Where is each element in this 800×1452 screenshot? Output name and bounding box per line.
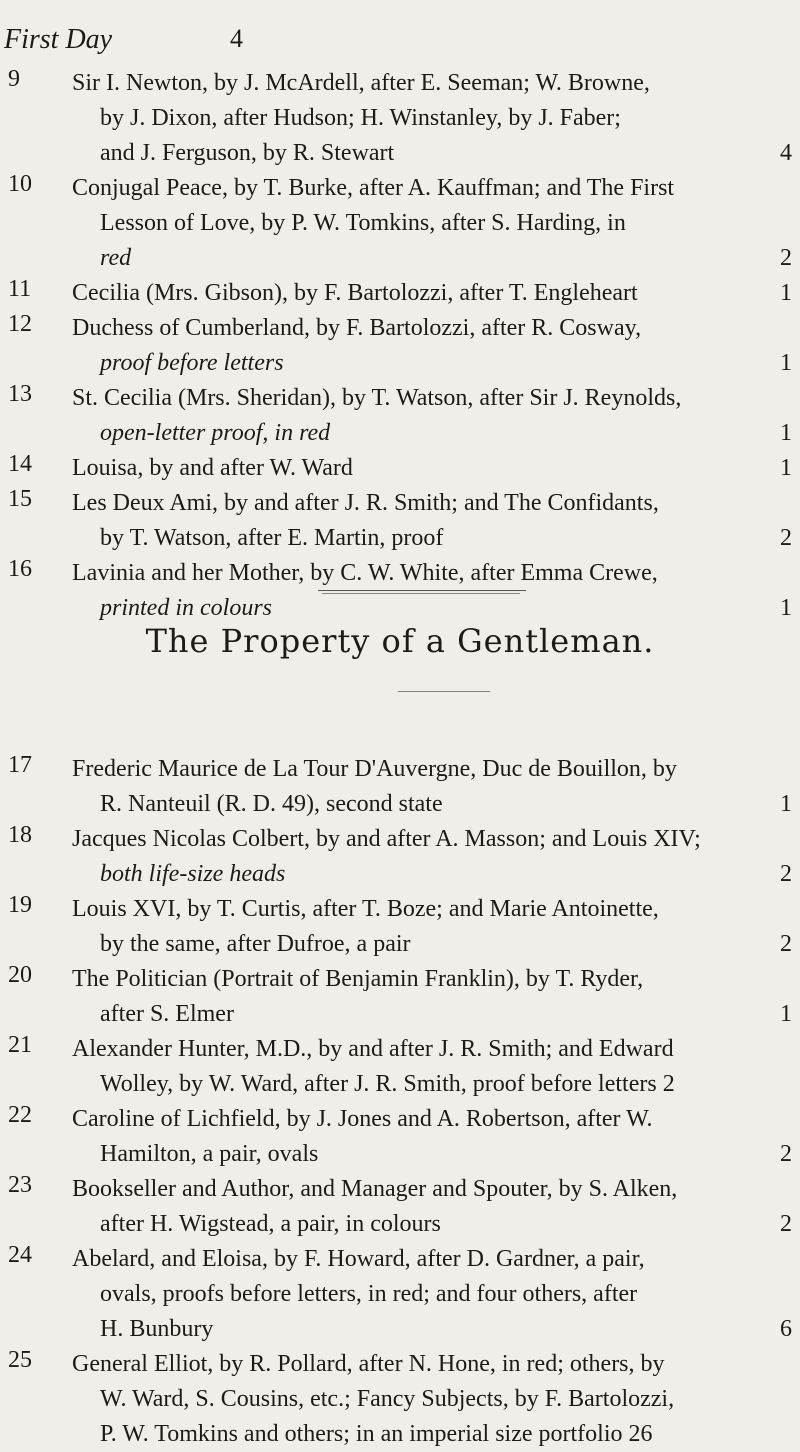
lot-line-text: P. W. Tomkins and others; in an imperial size portfolio 26 bbox=[100, 1421, 653, 1447]
page-header bbox=[0, 24, 800, 64]
lot-number: 12 bbox=[8, 311, 32, 337]
lot-line bbox=[72, 857, 792, 892]
lot-line bbox=[72, 171, 792, 206]
lot-number: 18 bbox=[8, 822, 32, 848]
lot-line-text: Conjugal Peace, by T. Burke, after A. Kauffman; and The First bbox=[72, 175, 675, 201]
lot-line bbox=[72, 1277, 792, 1312]
divider bbox=[398, 691, 490, 692]
lot-line bbox=[72, 1172, 792, 1207]
header-title: First Day bbox=[4, 24, 113, 55]
lot-description bbox=[72, 381, 792, 451]
lot-line-text: proof before letters bbox=[100, 350, 284, 376]
lot-line bbox=[72, 136, 792, 171]
lot-quantity: 1 bbox=[780, 420, 792, 446]
lot-line bbox=[72, 1102, 792, 1137]
lot-line-text: General Elliot, by R. Pollard, after N. Hone, in red; others, by bbox=[72, 1351, 665, 1377]
lot-description bbox=[72, 1032, 792, 1102]
lot-line bbox=[72, 66, 792, 101]
lot-line bbox=[72, 101, 792, 136]
lot-line bbox=[72, 1347, 792, 1382]
lot-line bbox=[72, 381, 792, 416]
lot-line-text: Alexander Hunter, M.D., by and after J. R. Smith; and Edward bbox=[72, 1036, 674, 1062]
lot-number: 19 bbox=[8, 892, 32, 918]
lot-quantity: 2 bbox=[780, 861, 792, 887]
lot-line-text: Hamilton, a pair, ovals bbox=[100, 1141, 319, 1167]
lot-number: 16 bbox=[8, 556, 32, 582]
lot-number: 11 bbox=[8, 276, 32, 302]
lot-line bbox=[72, 1207, 792, 1242]
lot-quantity: 2 bbox=[780, 1211, 792, 1237]
lot-quantity: 4 bbox=[780, 140, 792, 166]
lot-description bbox=[72, 822, 792, 892]
lot-line-text: The Politician (Portrait of Benjamin Franklin), by T. Ryder, bbox=[72, 966, 644, 992]
divider bbox=[318, 590, 526, 591]
lot-line-text: Louisa, by and after W. Ward bbox=[72, 455, 353, 481]
lot-quantity: 6 bbox=[780, 1316, 792, 1342]
lot-line-text: Lesson of Love, by P. W. Tomkins, after S. Harding, in bbox=[100, 210, 626, 236]
lot-line bbox=[72, 556, 792, 591]
page-number: 4 bbox=[230, 24, 243, 53]
lot-line-text: both life-size heads bbox=[100, 861, 286, 887]
lot-line-text: after S. Elmer bbox=[100, 1001, 234, 1027]
lot-line-text: Sir I. Newton, by J. McArdell, after E. Seeman; W. Browne, bbox=[72, 70, 650, 96]
lot-line-text: Frederic Maurice de La Tour D'Auvergne, Duc de Bouillon, by bbox=[72, 756, 677, 782]
lot-description bbox=[72, 962, 792, 1032]
lot-line-text: and J. Ferguson, by R. Stewart bbox=[100, 140, 395, 166]
lot-line bbox=[72, 241, 792, 276]
lot-quantity: 1 bbox=[780, 455, 792, 481]
lot-quantity: 2 bbox=[780, 1141, 792, 1167]
lot-quantity: 2 bbox=[780, 931, 792, 957]
lot-line bbox=[72, 451, 792, 486]
lot-line-text: St. Cecilia (Mrs. Sheridan), by T. Watson, after Sir J. Reynolds, bbox=[72, 385, 682, 411]
lot-line-text: open-letter proof, in red bbox=[100, 420, 331, 446]
lot-line bbox=[72, 1242, 792, 1277]
lot-line bbox=[72, 486, 792, 521]
lot-line-text: red bbox=[100, 245, 132, 271]
lot-line bbox=[72, 752, 792, 787]
lot-line bbox=[72, 1382, 792, 1417]
lot-number: 14 bbox=[8, 451, 32, 477]
lot-number: 15 bbox=[8, 486, 32, 512]
lot-line-text: H. Bunbury bbox=[100, 1316, 214, 1342]
lot-line bbox=[72, 1417, 792, 1452]
lot-line bbox=[72, 276, 792, 311]
lot-line-text: ovals, proofs before letters, in red; and four others, after bbox=[100, 1281, 638, 1307]
lot-line-text: Abelard, and Eloisa, by F. Howard, after D. Gardner, a pair, bbox=[72, 1246, 645, 1272]
lot-number: 23 bbox=[8, 1172, 32, 1198]
lot-line-text: Les Deux Ami, by and after J. R. Smith; and The Confidants, bbox=[72, 490, 659, 516]
section-heading: The Property of a Gentleman. bbox=[145, 622, 655, 660]
lot-line-text: W. Ward, S. Cousins, etc.; Fancy Subjects, by F. Bartolozzi, bbox=[100, 1386, 675, 1412]
lot-description bbox=[72, 486, 792, 556]
lot-description bbox=[72, 171, 792, 276]
lot-line-text: printed in colours bbox=[100, 595, 272, 621]
lot-number: 22 bbox=[8, 1102, 32, 1128]
lot-number: 20 bbox=[8, 962, 32, 988]
lot-description bbox=[72, 1102, 792, 1172]
lot-line-text: after H. Wigstead, a pair, in colours bbox=[100, 1211, 441, 1237]
lot-line-text: by the same, after Dufroe, a pair bbox=[100, 931, 411, 957]
lot-line bbox=[72, 962, 792, 997]
lot-line-text: by J. Dixon, after Hudson; H. Winstanley, by J. Faber; bbox=[100, 105, 621, 131]
lot-description bbox=[72, 892, 792, 962]
lot-number: 21 bbox=[8, 1032, 32, 1058]
lot-line-text: Caroline of Lichfield, by J. Jones and A. Robertson, after W. bbox=[72, 1106, 653, 1132]
lot-description bbox=[72, 1172, 792, 1242]
lot-line bbox=[72, 787, 792, 822]
lot-line-text: R. Nanteuil (R. D. 49), second state bbox=[100, 791, 443, 817]
lot-description bbox=[72, 752, 792, 822]
lot-description bbox=[72, 1347, 792, 1452]
lot-number: 25 bbox=[8, 1347, 32, 1373]
lot-number: 10 bbox=[8, 171, 32, 197]
divider bbox=[322, 593, 520, 594]
lot-quantity: 1 bbox=[780, 791, 792, 817]
lot-line-text: Lavinia and her Mother, by C. W. White, after Emma Crewe, bbox=[72, 560, 658, 586]
lot-line-text: Wolley, by W. Ward, after J. R. Smith, proof before letters 2 bbox=[100, 1071, 675, 1097]
lot-quantity: 1 bbox=[780, 350, 792, 376]
lot-description bbox=[72, 556, 792, 626]
lot-line bbox=[72, 822, 792, 857]
lot-description bbox=[72, 451, 792, 486]
lot-line bbox=[72, 346, 792, 381]
lot-line bbox=[72, 311, 792, 346]
lot-quantity: 2 bbox=[780, 245, 792, 271]
lot-line bbox=[72, 416, 792, 451]
lot-line bbox=[72, 1312, 792, 1347]
lot-quantity: 2 bbox=[780, 525, 792, 551]
lot-line bbox=[72, 521, 792, 556]
lot-line-text: Duchess of Cumberland, by F. Bartolozzi, after R. Cosway, bbox=[72, 315, 642, 341]
lot-line-text: Bookseller and Author, and Manager and Spouter, by S. Alken, bbox=[72, 1176, 678, 1202]
lot-number: 9 bbox=[8, 66, 20, 92]
lot-line-text: by T. Watson, after E. Martin, proof bbox=[100, 525, 444, 551]
lot-description bbox=[72, 66, 792, 171]
lot-line bbox=[72, 1137, 792, 1172]
lot-line bbox=[72, 997, 792, 1032]
lot-description bbox=[72, 1242, 792, 1347]
lot-line-text: Cecilia (Mrs. Gibson), by F. Bartolozzi, after T. Engleheart bbox=[72, 280, 638, 306]
lot-line bbox=[72, 1032, 792, 1067]
lot-number: 24 bbox=[8, 1242, 32, 1268]
lot-number: 13 bbox=[8, 381, 32, 407]
lot-line bbox=[72, 591, 792, 626]
lot-line-text: Jacques Nicolas Colbert, by and after A. Masson; and Louis XIV; bbox=[72, 826, 701, 852]
lot-line bbox=[72, 892, 792, 927]
lot-description bbox=[72, 311, 792, 381]
lot-line bbox=[72, 206, 792, 241]
lot-quantity: 1 bbox=[780, 1001, 792, 1027]
lot-description bbox=[72, 276, 792, 311]
lot-line-text: Louis XVI, by T. Curtis, after T. Boze; and Marie Antoinette, bbox=[72, 896, 659, 922]
lot-quantity: 1 bbox=[780, 595, 792, 621]
lot-quantity: 1 bbox=[780, 280, 792, 306]
lot-line bbox=[72, 1067, 792, 1102]
lot-line bbox=[72, 927, 792, 962]
lot-number: 17 bbox=[8, 752, 32, 778]
